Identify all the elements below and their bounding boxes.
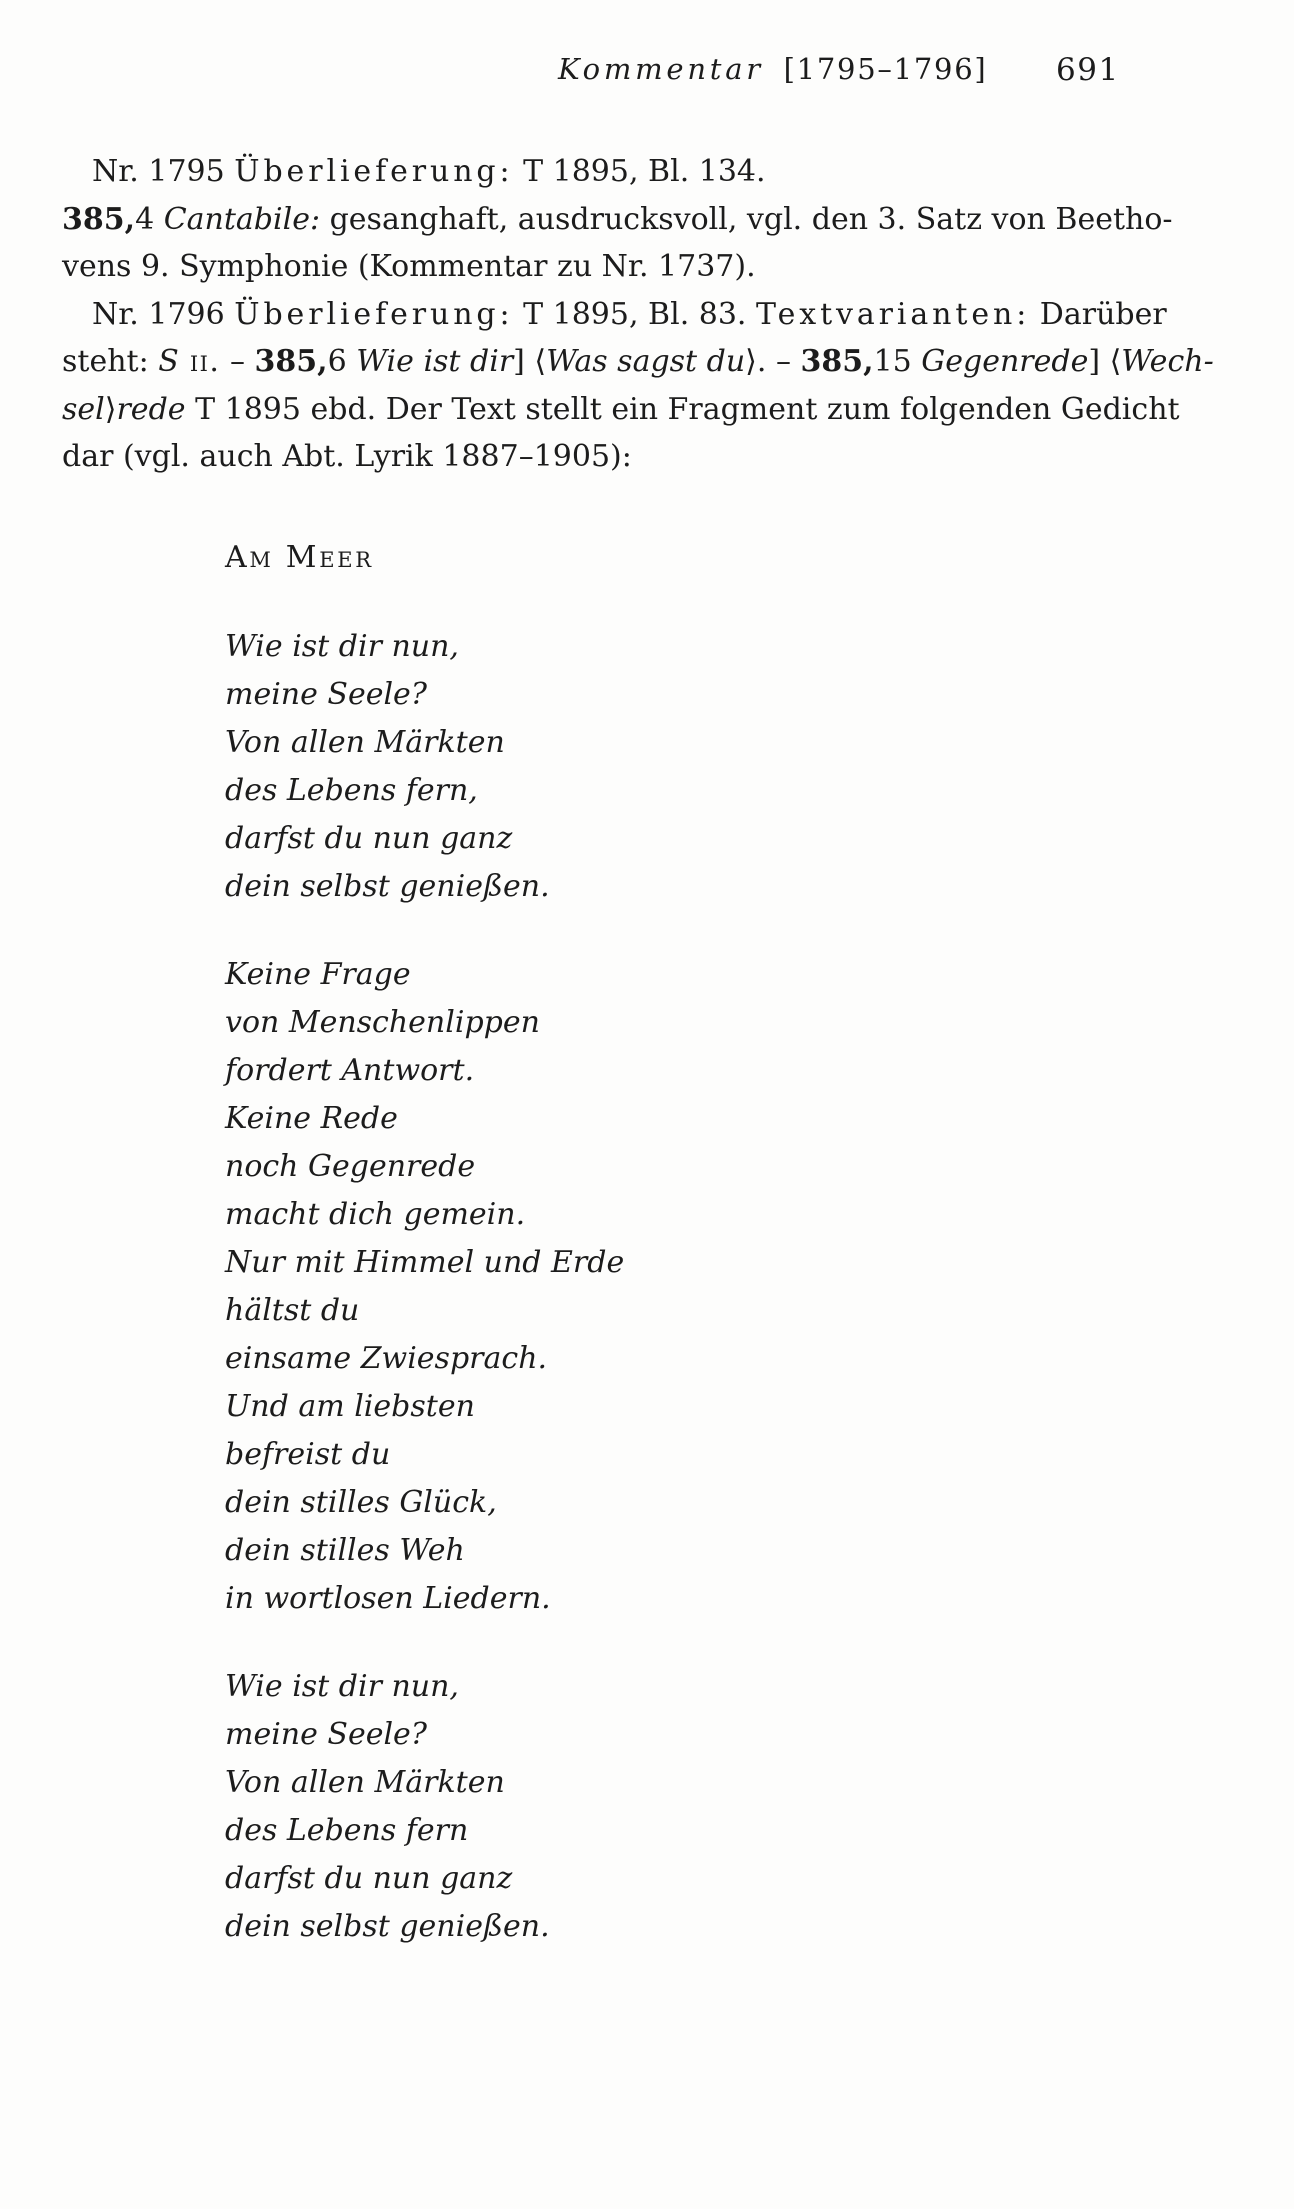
poem-line: des Lebens fern [225, 1813, 469, 1848]
text-segment: – [220, 344, 255, 379]
text-segment: Nr. 1796 [92, 296, 235, 332]
poem-stanza [225, 623, 925, 911]
text-segment: T 1895 ebd. Der Text stellt ein Fragment zum folgenden Gedicht [185, 391, 1180, 427]
poem-line: Von allen Märkten [225, 1765, 505, 1800]
text-segment: 385, [254, 344, 328, 379]
page-number: 691 [1056, 52, 1120, 88]
poem-title: Am Meer [225, 540, 374, 575]
text-segment: ii. [178, 344, 221, 379]
text-segment: dar (vgl. auch Abt. Lyrik 1887–1905): [62, 439, 632, 474]
text-segment: T 1895, Bl. 83. [513, 296, 757, 332]
poem-line: hältst du [225, 1293, 360, 1328]
text-segment: 385, [62, 201, 136, 237]
poem-line: macht dich gemein. [225, 1197, 526, 1232]
running-head-title [558, 52, 987, 86]
poem-line: Keine Frage [225, 957, 411, 992]
commentary-line [62, 433, 1152, 481]
text-segment: Textvarianten: [756, 296, 1031, 332]
text-segment: gesanghaft, ausdrucksvoll, vgl. den 3. Satz von Beetho- [320, 201, 1173, 237]
commentary-line [62, 243, 1152, 291]
text-segment: sel [62, 391, 105, 427]
poem-stanza [225, 1663, 925, 1951]
poem-line: Wie ist dir nun, [225, 1669, 459, 1704]
poem-line: meine Seele? [225, 677, 427, 712]
text-segment: 6 [327, 344, 357, 379]
text-segment: 4 [135, 201, 164, 237]
poem [225, 540, 925, 1991]
text-segment: Überlieferung: [234, 154, 514, 189]
poem-line: dein stilles Glück, [225, 1485, 497, 1520]
text-segment: Darüber [1030, 296, 1167, 332]
text-segment: S [158, 344, 179, 379]
poem-line: dein stilles Weh [225, 1533, 465, 1568]
poem-line: des Lebens fern, [225, 773, 478, 808]
text-segment: rede [116, 391, 186, 427]
poem-line: meine Seele? [225, 1717, 427, 1752]
text-segment: Wech- [1121, 344, 1214, 379]
text-segment: 385, [800, 344, 874, 379]
text-segment: ⟩ [104, 391, 117, 427]
text-segment: Gegenrede [921, 344, 1089, 379]
poem-line: darfst du nun ganz [225, 821, 513, 856]
text-segment: Cantabile: [163, 201, 321, 237]
poem-line: noch Gegenrede [225, 1149, 476, 1184]
text-segment: vens 9. Symphonie (Kommentar zu Nr. 1737). [62, 249, 756, 284]
text-segment: ] ⟨ [513, 344, 547, 379]
commentary-line [62, 386, 1180, 434]
poem-line: befreist du [225, 1437, 391, 1472]
text-segment: T 1895, Bl. 134. [513, 154, 766, 189]
running-head-range: [1795–1796] [783, 52, 988, 86]
poem-line: Wie ist dir nun, [225, 629, 459, 664]
poem-line: Keine Rede [225, 1101, 398, 1136]
commentary-line [62, 148, 1152, 196]
text-segment: ⟩. – [745, 344, 801, 379]
commentary-line [62, 196, 1173, 244]
commentary-line [62, 338, 1214, 386]
poem-line: fordert Antwort. [225, 1053, 475, 1088]
poem-line: in wortlosen Liedern. [225, 1581, 551, 1616]
text-segment: Wie ist dir [356, 344, 514, 379]
running-head-section: Kommentar [558, 52, 764, 86]
text-segment: 15 [873, 344, 922, 379]
text-segment: steht: [62, 344, 159, 379]
text-segment: Überlieferung: [234, 296, 514, 332]
poem-stanza [225, 951, 925, 1623]
poem-line: Und am liebsten [225, 1389, 475, 1424]
poem-line: einsame Zwiesprach. [225, 1341, 548, 1376]
poem-line: darfst du nun ganz [225, 1861, 513, 1896]
text-segment: Was sagst du [546, 344, 746, 379]
running-head [0, 52, 1294, 96]
poem-line: Von allen Märkten [225, 725, 505, 760]
poem-stanzas [225, 623, 925, 1951]
poem-line: dein selbst genießen. [225, 1909, 550, 1944]
poem-line: Nur mit Himmel und Erde [225, 1245, 625, 1280]
commentary [62, 148, 1214, 481]
text-segment: ] ⟨ [1088, 344, 1122, 379]
poem-line: dein selbst genießen. [225, 869, 550, 904]
text-segment: Nr. 1795 [92, 154, 235, 189]
poem-line: von Menschenlippen [225, 1005, 540, 1040]
commentary-line [62, 291, 1167, 339]
